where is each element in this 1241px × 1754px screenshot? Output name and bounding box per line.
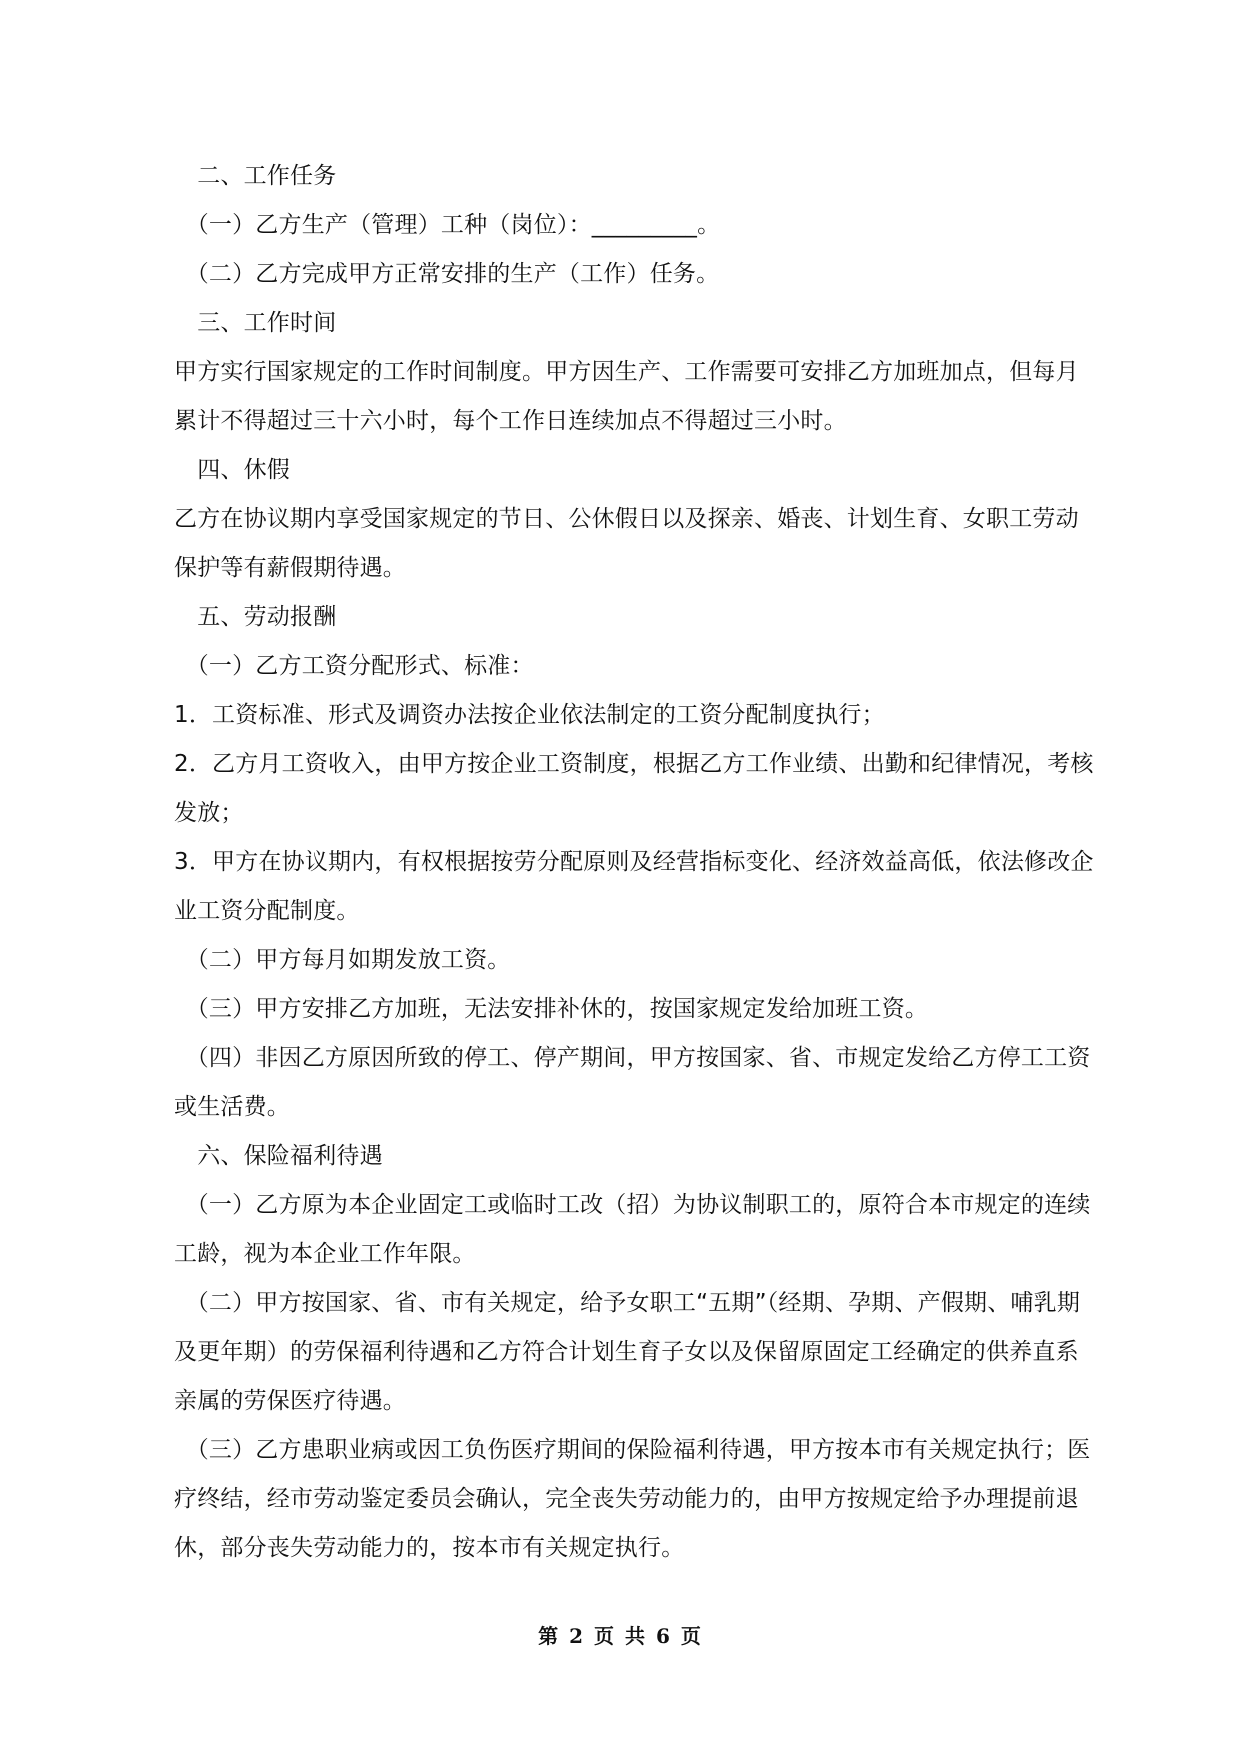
paragraph: （四）非因乙方原因所致的停工、停产期间，甲方按国家、省、市规定发给乙方停工工资或生活费。 [174, 1045, 1091, 1120]
paragraph: （一）乙方工资分配形式、标准： [174, 653, 534, 679]
section-heading-insurance-welfare: 六、保险福利待遇 [174, 1143, 383, 1169]
paragraph: 甲方实行国家规定的工作时间制度。甲方因生产、工作需要可安排乙方加班加点，但每月累计不得超过三十六小时，每个工作日连续加点不得超过三小时。 [174, 359, 1079, 434]
section-heading-remuneration: 五、劳动报酬 [174, 604, 337, 630]
list-item: 2．乙方月工资收入，由甲方按企业工资制度，根据乙方工作业绩、出勤和纪律情况，考核发放； [174, 751, 1094, 826]
list-item: 1．工资标准、形式及调资办法按企业依法制定的工资分配制度执行； [174, 702, 885, 728]
paragraph: （一）乙方原为本企业固定工或临时工改（招）为协议制职工的，原符合本市规定的连续工龄，视为本企业工作年限。 [174, 1192, 1091, 1267]
paragraph: 乙方在协议期内享受国家规定的节日、公休假日以及探亲、婚丧、计划生育、女职工劳动保护等有薪假期待遇。 [174, 506, 1079, 581]
paragraph: （一）乙方生产（管理）工种（岗位）：_________。 [174, 212, 721, 238]
list-item: 3．甲方在协议期内，有权根据按劳分配原则及经营指标变化、经济效益高低，依法修改企业工资分配制度。 [174, 849, 1094, 924]
paragraph: （二）乙方完成甲方正常安排的生产（工作）任务。 [174, 261, 720, 287]
section-heading-working-hours: 三、工作时间 [174, 310, 337, 336]
paragraph: （二）甲方每月如期发放工资。 [174, 947, 511, 973]
section-heading-work-tasks: 二、工作任务 [174, 163, 337, 189]
page-number-footer: 第 2 页 共 6 页 [538, 1624, 703, 1648]
document-body [174, 152, 1094, 1573]
paragraph: （三）甲方安排乙方加班，无法安排补休的，按国家规定发给加班工资。 [174, 996, 929, 1022]
section-heading-leave: 四、休假 [174, 457, 290, 483]
paragraph: （二）甲方按国家、省、市有关规定，给予女职工“五期”（经期、孕期、产假期、哺乳期及更年期）的劳保福利待遇和乙方符合计划生育子女以及保留原固定工经确定的供养直系亲属的劳保医疗待遇。 [174, 1290, 1081, 1414]
paragraph: （三）乙方患职业病或因工负伤医疗期间的保险福利待遇，甲方按本市有关规定执行；医疗终结，经市劳动鉴定委员会确认，完全丧失劳动能力的，由甲方按规定给予办理提前退休，部分丧失劳动能力的，按本市有关规定执行。 [174, 1437, 1091, 1561]
